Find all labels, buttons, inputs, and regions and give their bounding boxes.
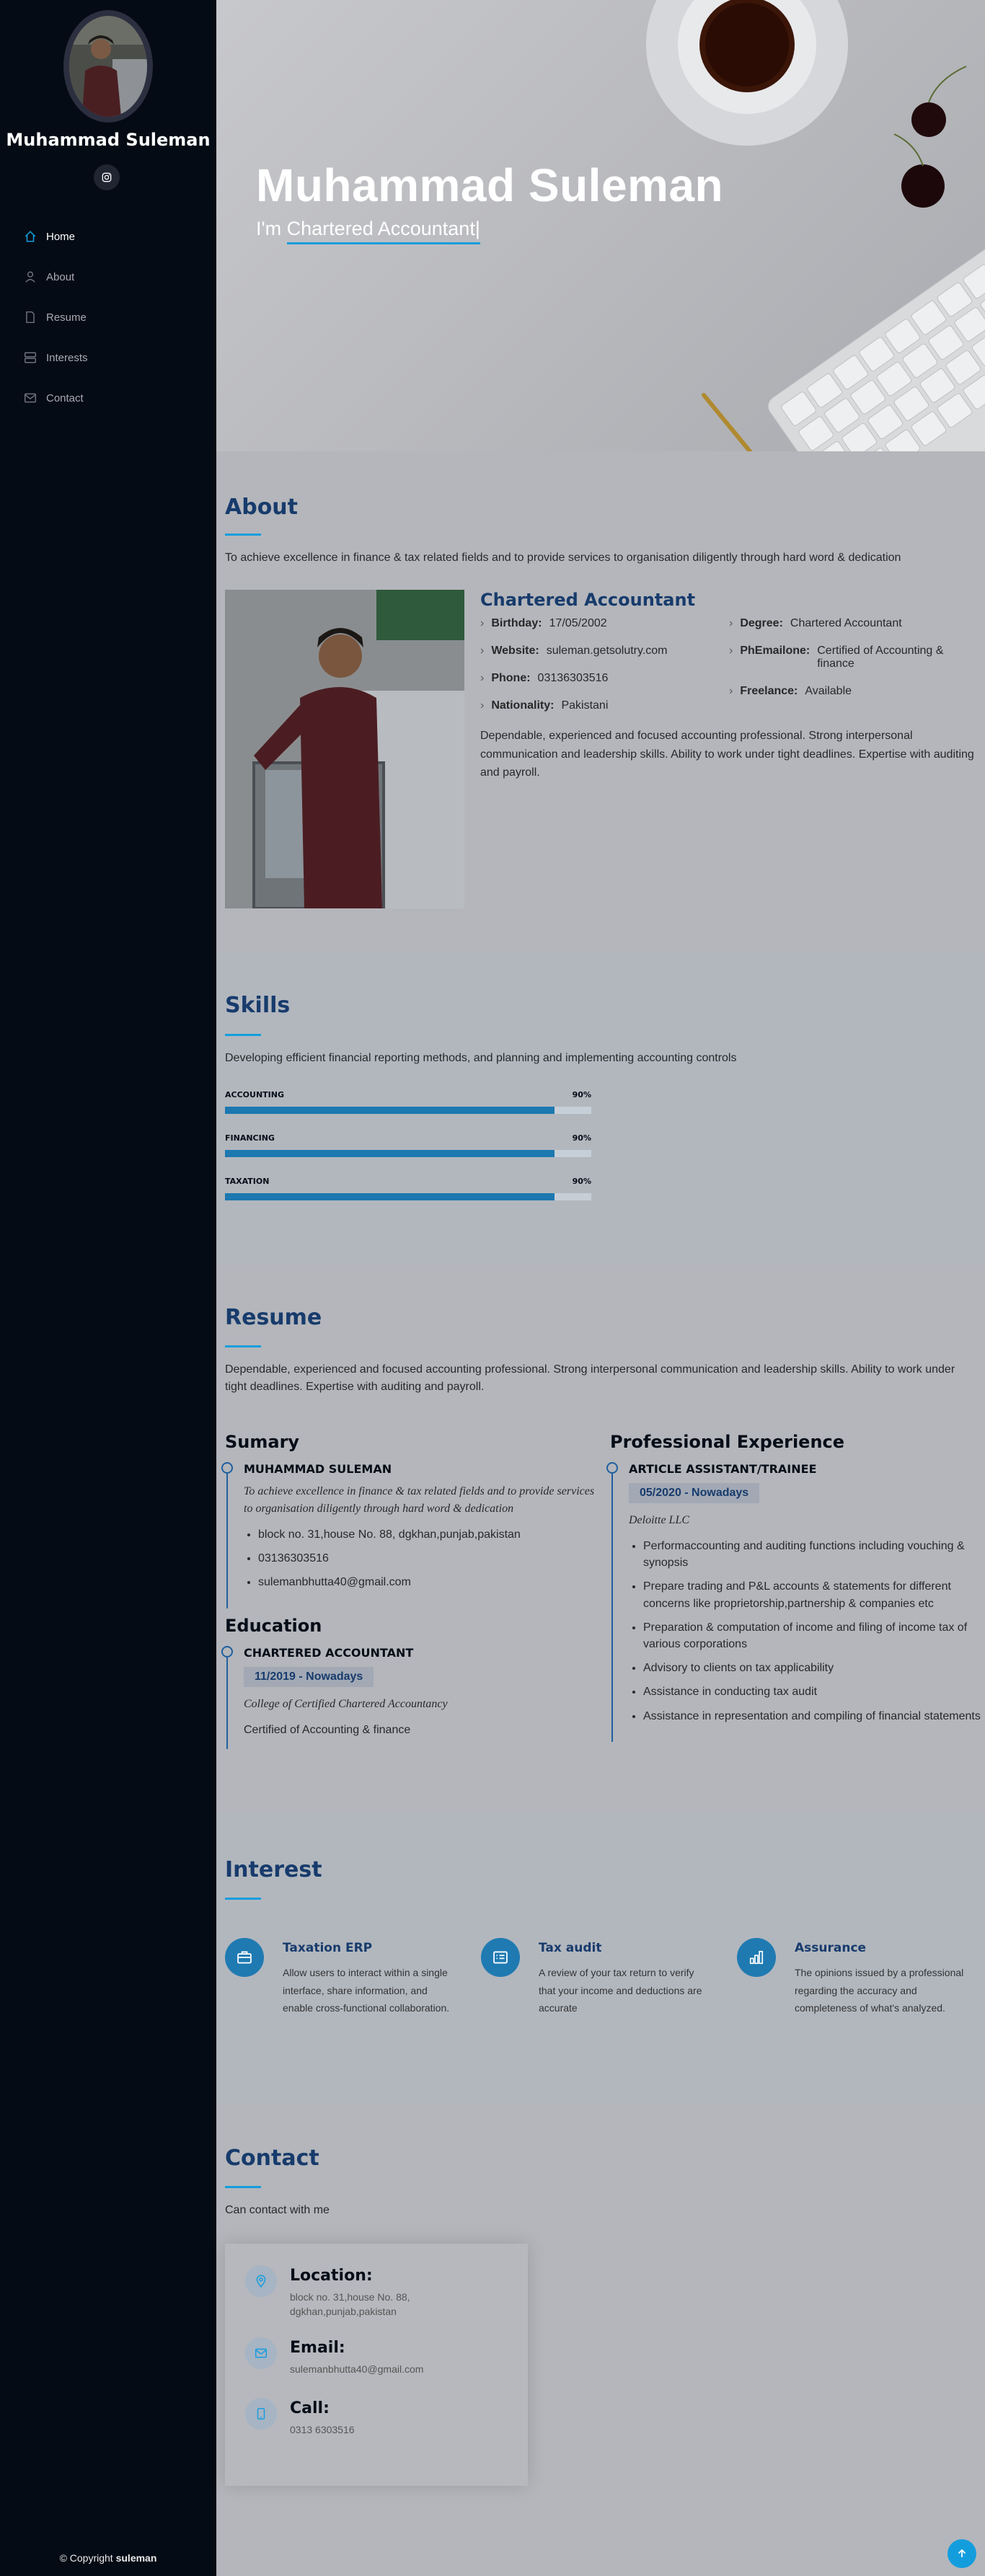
about-role: Chartered Accountant	[480, 590, 696, 610]
contact-section	[216, 2104, 985, 2576]
instagram-icon	[102, 172, 112, 182]
summary-email: • sulemanbhutta40@gmail.com	[258, 1574, 600, 1590]
about-paragraph: Dependable, experienced and focused accounting professional. Strong interpersonal communication and leadership skills. Ability to work under tight deadlines. Expertise with auditing and payroll.	[480, 730, 974, 779]
chevron-right-icon: ›	[480, 672, 485, 684]
info-label: Nationality:	[491, 699, 555, 712]
contact-description: Can contact with me	[225, 2204, 330, 2216]
resume-right-column	[610, 1432, 985, 1742]
info-freelance	[729, 685, 978, 698]
skills-section	[216, 953, 985, 1265]
file-icon	[22, 310, 39, 324]
summary-name: MUHAMMAD SULEMAN	[244, 1462, 392, 1476]
info-value: Pakistani	[561, 699, 609, 712]
interests-title: Interest	[225, 1857, 322, 1882]
envelope-icon	[22, 391, 39, 405]
skill-name: ACCOUNTING	[225, 1090, 284, 1099]
duty-item: • Assistance in representation and compiling of financial statements	[643, 1708, 985, 1725]
email-value[interactable]: sulemanbhutta40@gmail.com	[290, 2363, 424, 2375]
info-value: Certified of Accounting & finance	[817, 645, 944, 670]
nav-contact[interactable]	[22, 378, 195, 418]
nav-interests-label: Interests	[46, 351, 88, 364]
skill-progress-fill	[225, 1150, 555, 1157]
back-to-top-button[interactable]	[948, 2539, 976, 2568]
info-label: Birthday:	[491, 617, 542, 629]
experience-role: ARTICLE ASSISTANT/TRAINEE	[629, 1462, 817, 1476]
copyright-name: suleman	[115, 2552, 157, 2564]
education-school: College of Certified Chartered Accountancy	[244, 1697, 448, 1710]
phone-icon	[245, 2398, 277, 2430]
summary-address: • block no. 31,house No. 88, dgkhan,punjab,pakistan	[258, 1526, 600, 1543]
about-info-columns	[480, 617, 978, 727]
resume-left-column	[225, 1432, 600, 1749]
duty-item: • Prepare trading and P&L accounts & statements for different concerns like proprietorship,partnership & companies etc	[643, 1578, 985, 1611]
sidebar	[0, 0, 216, 2576]
email-label: Email:	[290, 2339, 345, 2357]
interest-description: A review of your tax return to verify that your income and deductions are accurate	[539, 1967, 702, 2014]
contact-info-box	[225, 2244, 528, 2486]
info-nationality	[480, 699, 729, 712]
copyright	[0, 2552, 216, 2564]
experience-heading: Professional Experience	[610, 1432, 845, 1452]
info-degree	[729, 617, 978, 630]
info-certification	[729, 645, 978, 670]
hero-prefix: I'm	[256, 218, 287, 239]
call-label: Call:	[290, 2399, 330, 2417]
education-heading: Education	[225, 1615, 322, 1636]
instagram-button[interactable]	[94, 164, 120, 190]
info-label: Phone:	[491, 672, 531, 684]
experience-duties	[629, 1538, 985, 1725]
info-birthday	[480, 617, 729, 630]
chevron-right-icon: ›	[480, 699, 485, 712]
geo-pin-icon	[245, 2265, 277, 2297]
chevron-right-icon: ›	[480, 645, 485, 657]
location-value: block no. 31,house No. 88, dgkhan,punjab,pakistan	[290, 2291, 410, 2318]
interest-description: Allow users to interact within a single interface, share information, and enable cross-functional collaboration.	[283, 1967, 450, 2014]
summary-item	[226, 1462, 600, 1608]
skill-value: 90%	[572, 1090, 591, 1099]
chevron-right-icon: ›	[729, 645, 733, 657]
interests-section	[216, 1813, 985, 2104]
experience-company: Deloitte LLC	[629, 1514, 690, 1526]
nav-home[interactable]	[22, 216, 195, 257]
resume-section	[216, 1265, 985, 1813]
education-period: 11/2019 - Nowadays	[244, 1667, 374, 1687]
about-photo	[225, 590, 464, 908]
nav-resume-label: Resume	[46, 311, 87, 324]
skill-progress-track	[225, 1193, 591, 1200]
skill-name: TAXATION	[225, 1177, 270, 1186]
duty-item: • Performaccounting and auditing functions including vouching & synopsis	[643, 1538, 985, 1571]
info-value: Chartered Accountant	[790, 617, 902, 629]
skills-description: Developing efficient financial reporting methods, and planning and implementing accounting controls	[225, 1052, 737, 1064]
location-label: Location:	[290, 2267, 373, 2285]
typed-role: Chartered Accountant|	[287, 218, 480, 244]
info-website	[480, 645, 729, 658]
bar-chart-icon	[737, 1938, 776, 1977]
hero-section	[216, 0, 985, 451]
duty-item: • Preparation & computation of income and filing of income tax of various corporations	[643, 1619, 985, 1652]
contact-title-underline	[225, 2186, 261, 2188]
summary-list	[244, 1526, 600, 1591]
briefcase-icon	[225, 1938, 264, 1977]
about-info-left	[480, 617, 729, 727]
skills-title-underline	[225, 1034, 261, 1036]
info-label: Degree:	[740, 617, 783, 629]
interest-title: Taxation ERP	[283, 1941, 373, 1955]
skill-progress-track	[225, 1150, 591, 1157]
interest-title: Tax audit	[539, 1941, 602, 1955]
copyright-prefix: © Copyright	[59, 2552, 116, 2564]
skill-name: FINANCING	[225, 1133, 275, 1143]
about-details	[480, 590, 978, 782]
arrow-up-icon	[956, 2548, 968, 2559]
skill-progress-fill	[225, 1107, 555, 1114]
person-icon	[22, 270, 39, 284]
about-description: To achieve excellence in finance & tax related fields and to provide services to organisation diligently through hard word & dedication	[225, 552, 901, 564]
skill-financing	[225, 1133, 591, 1157]
info-label: PhEmailone:	[740, 645, 810, 657]
about-title: About	[225, 495, 299, 520]
server-icon	[22, 350, 39, 365]
home-icon	[22, 229, 39, 244]
call-value[interactable]: 0313 6303516	[290, 2424, 355, 2435]
nav-resume[interactable]	[22, 297, 195, 337]
skill-accounting	[225, 1090, 591, 1114]
skill-progress-track	[225, 1107, 591, 1114]
chevron-right-icon: ›	[729, 685, 733, 697]
summary-phone: • 03136303516	[258, 1550, 600, 1567]
nav-about[interactable]	[22, 257, 195, 297]
education-note: Certified of Accounting & finance	[244, 1723, 411, 1736]
resume-description: Dependable, experienced and focused accounting professional. Strong interpersonal communication and leadership skills. Ability to work under tight deadlines. Expertise with auditing and payroll.	[225, 1363, 955, 1393]
nav-home-label: Home	[46, 230, 76, 243]
experience-item	[611, 1462, 985, 1742]
skill-taxation	[225, 1177, 591, 1200]
card-list-icon	[481, 1938, 520, 1977]
experience-period: 05/2020 - Nowadays	[629, 1483, 759, 1503]
education-degree: CHARTERED ACCOUNTANT	[244, 1645, 414, 1660]
envelope-icon	[245, 2337, 277, 2369]
profile-avatar	[63, 10, 153, 123]
info-value: suleman.getsolutry.com	[546, 645, 668, 657]
duty-item: • Advisory to clients on tax applicability	[643, 1660, 985, 1676]
info-phone	[480, 672, 729, 685]
skill-value: 90%	[572, 1177, 591, 1186]
info-value: 03136303516	[537, 672, 609, 684]
interest-title: Assurance	[795, 1941, 867, 1955]
interests-title-underline	[225, 1898, 261, 1900]
resume-title-underline	[225, 1345, 261, 1347]
education-item	[226, 1646, 600, 1749]
info-value: Available	[805, 685, 852, 697]
about-info-right	[729, 617, 978, 727]
info-label: Website:	[491, 645, 539, 657]
hero-subtitle	[256, 218, 480, 240]
nav-contact-label: Contact	[46, 391, 84, 404]
skill-value: 90%	[572, 1133, 591, 1143]
nav-interests[interactable]	[22, 337, 195, 378]
resume-title: Resume	[225, 1305, 322, 1330]
skill-progress-fill	[225, 1193, 555, 1200]
about-title-underline	[225, 534, 261, 536]
duty-item: • Assistance in conducting tax audit	[643, 1683, 985, 1700]
summary-objective: To achieve excellence in finance & tax related fields and to provide services to organisation diligently through hard word & dedication	[244, 1485, 595, 1515]
summary-heading: Sumary	[225, 1432, 300, 1452]
contact-title: Contact	[225, 2146, 319, 2171]
info-label: Freelance:	[740, 685, 798, 697]
interest-description: The opinions issued by a professional regarding the accuracy and completeness of what's analyzed.	[795, 1967, 964, 2014]
info-value: 17/05/2002	[549, 617, 607, 629]
side-nav	[22, 216, 195, 418]
hero-title: Muhammad Suleman	[256, 159, 724, 211]
chevron-right-icon: ›	[480, 617, 485, 629]
chevron-right-icon: ›	[729, 617, 733, 629]
nav-about-label: About	[46, 270, 75, 283]
skills-title: Skills	[225, 993, 291, 1018]
about-section	[216, 451, 985, 953]
profile-name: Muhammad Suleman	[6, 130, 211, 150]
